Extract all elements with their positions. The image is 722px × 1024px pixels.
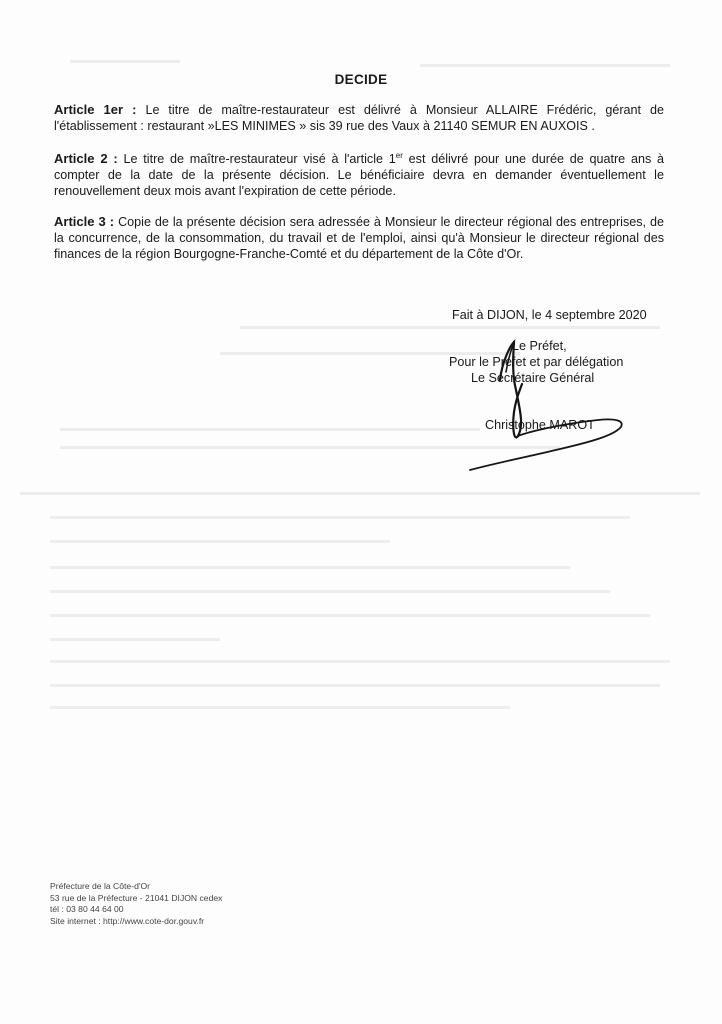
show-through-mark [420, 64, 670, 67]
show-through-mark [70, 60, 180, 63]
show-through-mark [50, 540, 390, 543]
show-through-mark [20, 492, 700, 495]
article-2-label: Article 2 : [54, 151, 118, 166]
article-2-text-before: Le titre de maître-restaurateur visé à l'article 1 [123, 152, 396, 166]
signatory-name: Christophe MAROT [485, 418, 595, 432]
show-through-mark [50, 590, 610, 593]
show-through-mark [50, 566, 570, 569]
footer-address: 53 rue de la Préfecture - 21041 DIJON cedex [50, 892, 223, 903]
footer-website: Site internet : http://www.cote-dor.gouv.fr [50, 915, 205, 926]
prefecture-footer [50, 881, 222, 927]
secretary-title: Le Secrétaire Général [471, 371, 595, 385]
article-2 [54, 151, 664, 199]
article-3-text: Copie de la présente décision sera adressée à Monsieur le directeur régional des entreprises, de la concurrence, de la consommation, du travail et de l'emploi, ainsi qu'à Monsieur le directeur régional des finances de la région Bourgogne-Franche-Comté et du département de la Côte d'Or. [54, 215, 664, 261]
show-through-mark [50, 614, 650, 617]
article-2-superscript: er [395, 150, 403, 160]
show-through-mark [50, 706, 510, 709]
show-through-mark [50, 684, 660, 687]
article-1 [54, 102, 664, 134]
footer-office: Préfecture de la Côte-d'Or [50, 881, 151, 891]
article-3 [54, 214, 664, 262]
show-through-mark [50, 660, 670, 663]
article-1-label: Article 1er : [54, 102, 137, 117]
place-date: Fait à DIJON, le 4 septembre 2020 [452, 308, 647, 322]
show-through-mark [50, 638, 220, 641]
handwritten-signature [440, 300, 640, 490]
delegation-line: Pour le Préfet et par délégation [449, 355, 624, 369]
show-through-mark [60, 428, 480, 431]
show-through-mark [50, 516, 630, 519]
decision-heading: DECIDE [334, 72, 388, 87]
signatory-title: Le Préfet, [512, 339, 567, 353]
article-3-label: Article 3 : [54, 214, 115, 229]
footer-phone: tél : 03 80 44 64 00 [50, 904, 124, 914]
article-2-text-after: est délivré pour une durée de quatre ans à compter de la date de la présente décision. Le bénéficiaire devra en demander éventuellement le renouvellement deux mois avant l'expiration de cette période. [54, 152, 664, 198]
article-1-text: Le titre de maître-restaurateur est délivré à Monsieur ALLAIRE Frédéric, gérant de l'établissement : restaurant »LES MINIMES » sis 39 rue des Vaux à 21140 SEMUR EN AUXOIS . [54, 103, 664, 133]
